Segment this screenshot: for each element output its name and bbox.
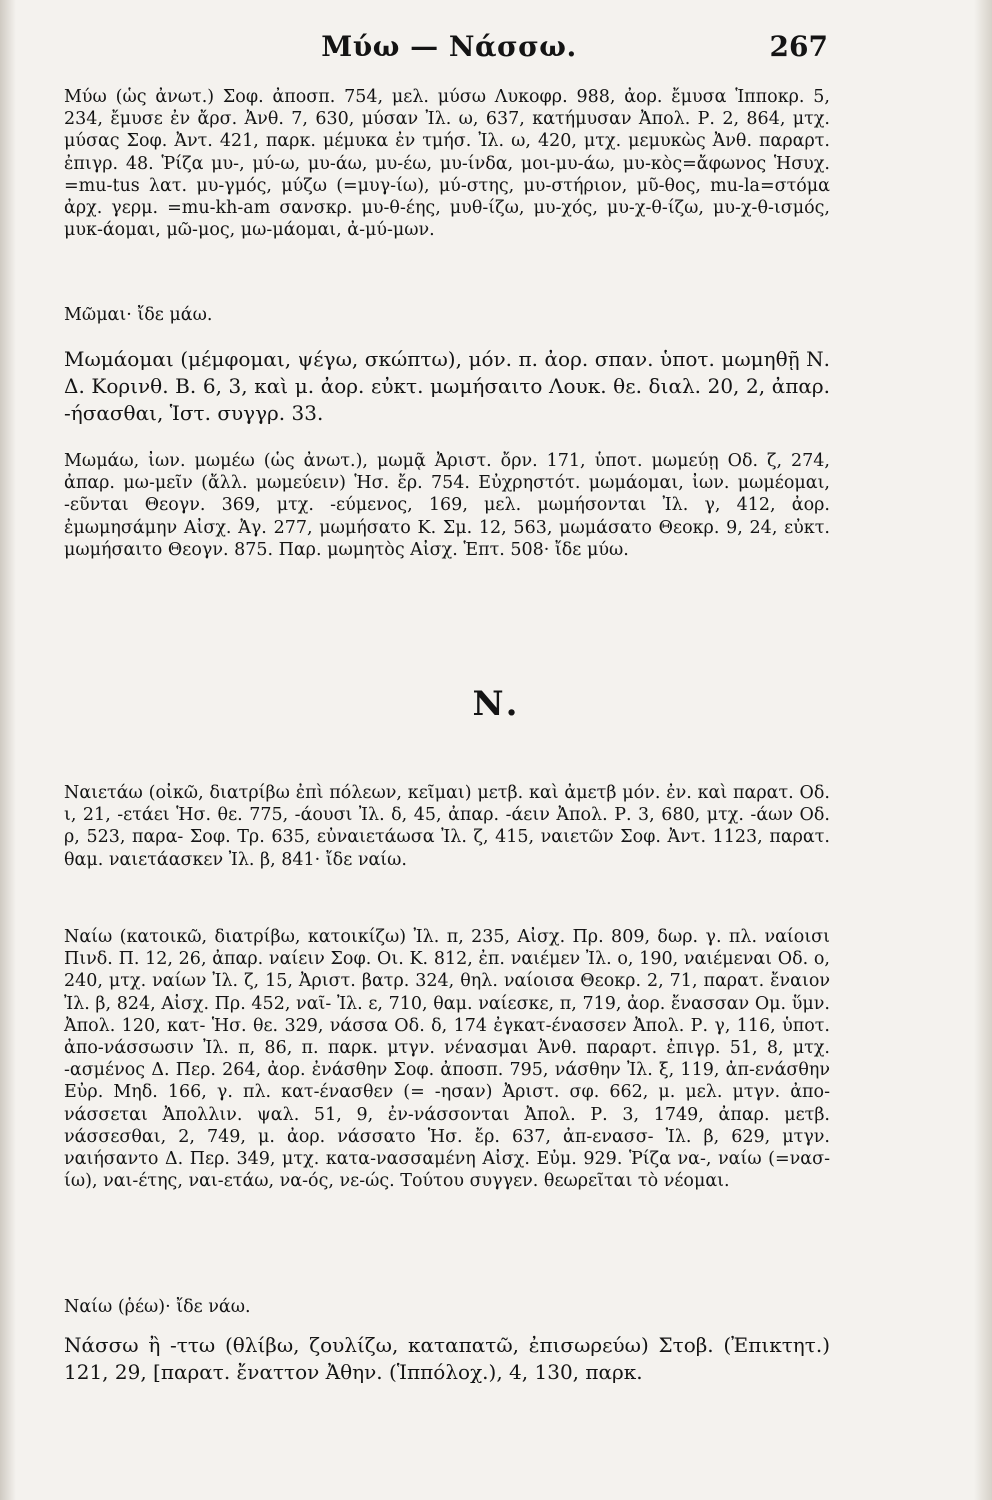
entry-momao xyxy=(64,450,830,561)
page-number: 267 xyxy=(769,30,828,63)
entry-naietao xyxy=(64,782,830,871)
page-right-edge xyxy=(974,0,992,1500)
section-letter: Ν. xyxy=(472,684,520,724)
running-header xyxy=(70,30,828,70)
entry-text: Ναιετάω (οἰκῶ, διατρίβω ἐπὶ πόλεων, κεῖμαι) μετβ. καὶ ἀμετβ μόν. ἐν. καὶ παρατ. Οδ. ι, 21, -ετάει Ἡσ. θε. 775, -άουσι Ἰλ. δ, 45, ἀπαρ. -άειν Ἀπολ. Ρ. 3, 680, μτχ. -άων Οδ. ρ, 523, παρα- Σοφ. Τρ. 635, εὐναιετάωσα Ἰλ. ζ, 415, ναιετῶν Σοφ. Ἀντ. 1123, παρατ. θαμ. ναιετάασκεν Ἰλ. β, 841· ἴδε ναίω. xyxy=(64,783,830,870)
entry-naio xyxy=(64,926,830,1192)
entry-text: Μωμάομαι (μέμφομαι, ψέγω, σκώπτω), μόν. π. ἀορ. σπαν. ὑποτ. μωμηθῇ Ν. Δ. Κορινθ. Β. 6, 3, καὶ μ. ἀορ. εὐκτ. μωμήσαιτο Λουκ. θε. διαλ. 20, 2, ἀπαρ. -ήσασθαι, Ἱστ. συγγρ. 33. xyxy=(64,347,830,425)
entry-text: Μωμάω, ἰων. μωμέω (ὡς ἀνωτ.), μωμᾷ Ἀριστ. ὄρν. 171, ὑποτ. μωμεύῃ Οδ. ζ, 274, ἀπαρ. μω-μεῖν (ἄλλ. μωμεύειν) Ἡσ. ἔρ. 754. Εὐχρηστότ. μωμάομαι, ἰων. μωμέομαι, -εῦνται Θεογν. 369, μτχ. -εύμενος, 169, μελ. μωμήσονται Ἰλ. γ, 412, ἀορ. ἐμωμησάμην Αἰσχ. Ἀγ. 277, μωμήσατο Κ. Σμ. 12, 563, μωμάσατο Θεοκρ. 9, 24, εὐκτ. μωμήσαιτο Θεογν. 875. Παρ. μωμητὸς Αἰσχ. Ἑπτ. 508· ἴδε μύω. xyxy=(64,451,830,560)
entry-text: Ναίω (κατοικῶ, διατρίβω, κατοικίζω) Ἰλ. π, 235, Αἰσχ. Πρ. 809, δωρ. γ. πλ. ναίοισι Πινδ. Π. 12, 26, ἀπαρ. ναίειν Σοφ. Οι. Κ. 812, ἐπ. ναιέμεν Ἰλ. ο, 190, ναιέμεναι Οδ. ο, 240, μτχ. ναίων Ἰλ. ζ, 15, Ἀριστ. βατρ. 324, θηλ. ναίοισα Θεοκρ. 2, 71, παρατ. ἔναιον Ἰλ. β, 824, Αἰσχ. Πρ. 452, ναῖ- Ἰλ. ε, 710, θαμ. ναίεσκε, π, 719, ἀορ. ἔνασσαν Ομ. ὕμν. Ἀπολ. 120, κατ- Ἡσ. θε. 329, νάσσα Οδ. δ, 174 ἐγκατ-ένασσεν Ἀπολ. Ρ. γ, 116, ὑποτ. ἀπο-νάσσωσιν Ἰλ. π, 86, π. παρκ. μτγν. νένασμαι Ἀνθ. παραρτ. ἐπιγρ. 51, 8, μτχ. -ασμένος Δ. Περ. 264, ἀορ. ἐνάσθην Σοφ. ἀποσπ. 795, νάσθην Ἰλ. ξ, 119, ἀπ-ενάσθην Εὐρ. Μηδ. 166, γ. πλ. κατ-ένασθεν (= -ησαν) Ἀριστ. σφ. 662, μ. μελ. μτγν. ἀπο-νάσσεται Ἀπολλιν. ψαλ. 51, 9, ἐν-νάσσονται Ἀπολ. Ρ. 3, 1749, ἀπαρ. μετβ. νάσσεσθαι, 2, 749, μ. ἀορ. νάσσατο Ἡσ. ἔρ. 637, ἀπ-ενασσ- Ἰλ. β, 629, μτγν. ναιήσαντο Δ. Περ. 349, μτχ. κατα-νασσαμένη Αἰσχ. Εὐμ. 929. Ῥίζα να-, ναίω (=νασ-ίω), ναι-έτης, ναι-ετάω, να-ός, νε-ώς. Τούτου συγγεν. θεωρεῖται τὸ νέομαι. xyxy=(64,927,830,1192)
entry-momai xyxy=(64,304,830,326)
entry-momaomai xyxy=(64,346,830,427)
entry-text: Νάσσω ἢ -ττω (θλίβω, ζουλίζω, καταπατῶ, ἐπισωρεύω) Στοβ. (Ἐπικτητ.) 121, 29, [παρατ. ἔναττον Ἀθην. (Ἱππόλοχ.), 4, 130, παρκ. xyxy=(64,1333,830,1384)
entry-text: Ναίω (ῥέω)· ἴδε νάω. xyxy=(64,1297,251,1317)
entry-nasso xyxy=(64,1332,830,1386)
entry-text: Μῶμαι· ἴδε μάω. xyxy=(64,305,213,325)
page-left-edge xyxy=(0,0,16,1500)
entry-text: Μύω (ὡς ἀνωτ.) Σοφ. ἀποσπ. 754, μελ. μύσω Λυκοφρ. 988, ἀορ. ἔμυσα Ἱπποκρ. 5, 234, ἔμυσε ἐν ἄρσ. Ἀνθ. 7, 630, μύσαν Ἰλ. ω, 637, κατήμυσαν Ἀπολ. Ρ. 2, 864, μτχ. μύσας Σοφ. Ἀντ. 421, παρκ. μέμυκα ἐν τμήσ. Ἰλ. ω, 420, μτχ. μεμυκὼς Ἀνθ. παραρτ. ἐπιγρ. 48. Ῥίζα μυ-, μύ-ω, μυ-άω, μυ-έω, μυ-ίνδα, μοι-μυ-άω, μυ-κὸς=ἄφωνος Ἡσυχ. =mu-tus λατ. μυ-γμός, μύζω (=μυγ-ίω), μύ-στης, μυ-στήριον, μῦ-θος, mu-la=στόμα ἀρχ. γερμ. =mu-kh-am σανσκρ. μυ-θ-έης, μυθ-ίζω, μυ-χός, μυ-χ-θ-ίζω, μυ-χ-θ-ισμός, μυκ-άομαι, μῶ-μος, μω-μάομαι, ἀ-μύ-μων. xyxy=(64,87,830,241)
entry-myo xyxy=(64,86,830,241)
entry-naio-rheo xyxy=(64,1296,830,1318)
running-title: Μύω — Νάσσω. xyxy=(321,30,577,63)
